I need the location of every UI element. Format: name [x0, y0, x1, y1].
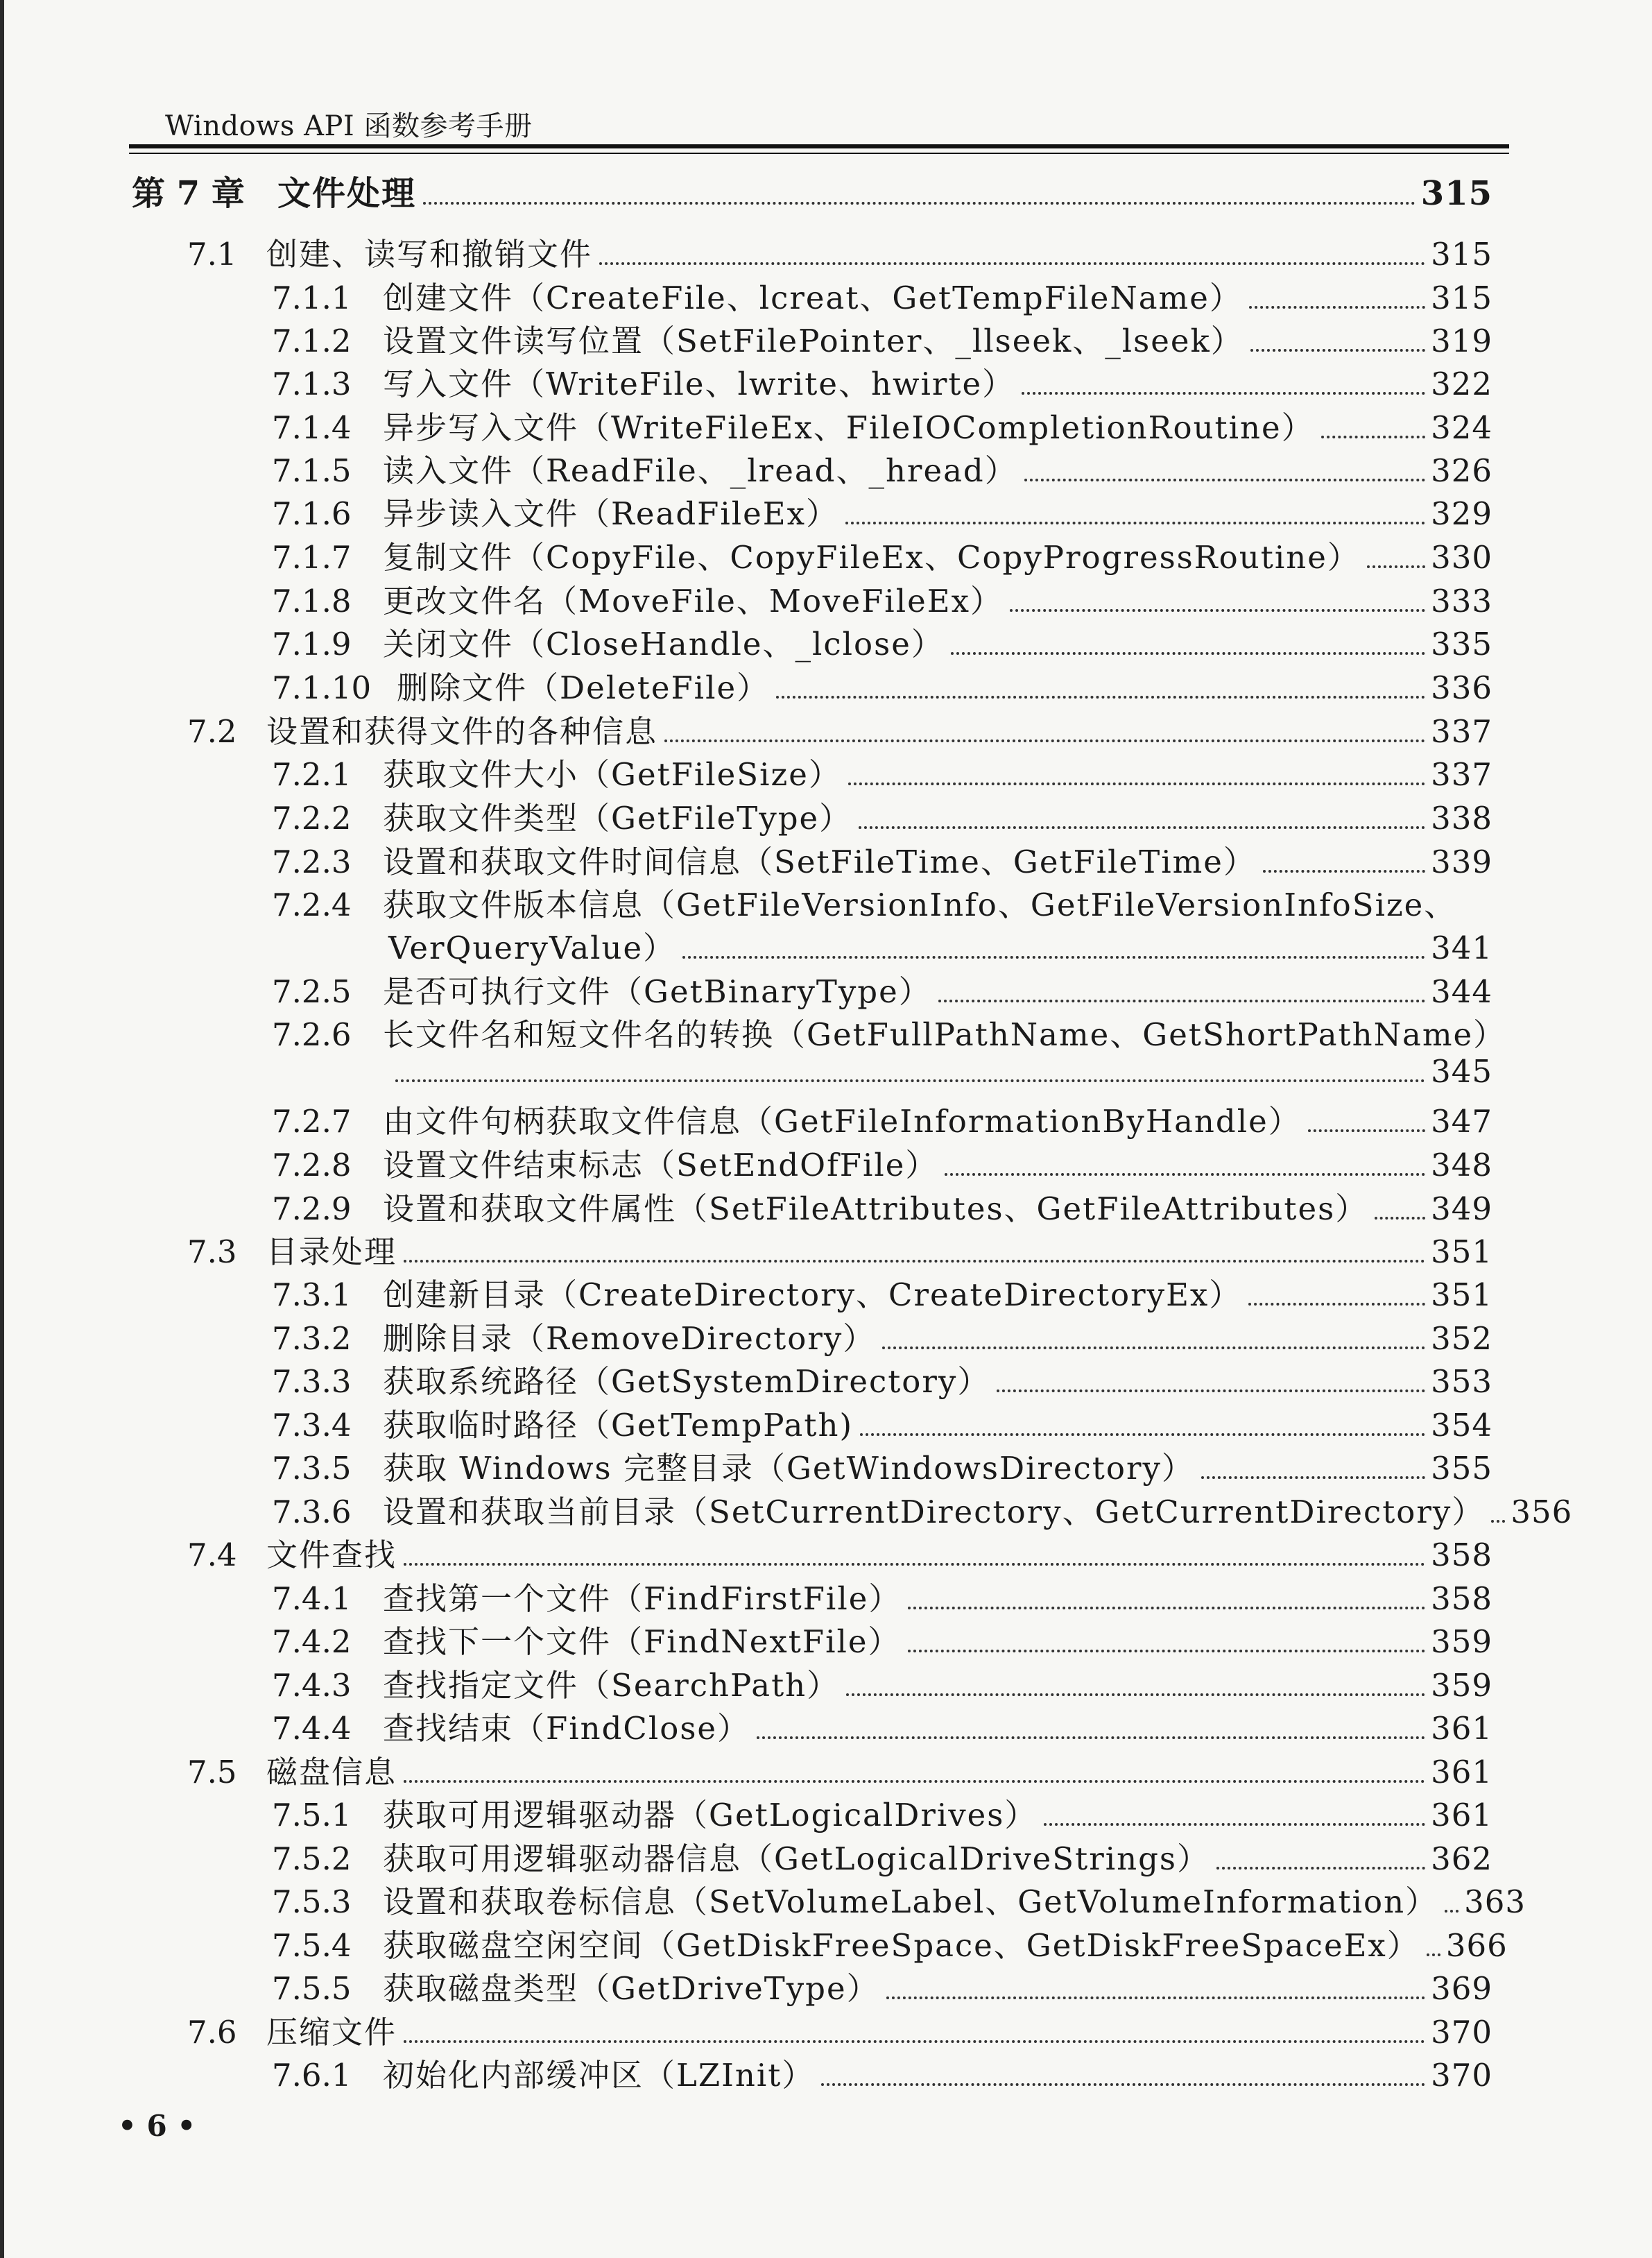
toc-entry-title: 删除目录（RemoveDirectory） [383, 1320, 876, 1357]
toc-entry-page: 329 [1431, 495, 1492, 532]
toc-entry-title: 获取可用逻辑驱动器（GetLogicalDrives） [383, 1797, 1038, 1833]
toc-entry[interactable] [272, 1963, 1492, 2008]
toc-entry-number: 7.2.7 [272, 1103, 352, 1140]
toc-entry-number: 7.2.6 [272, 1016, 352, 1053]
toc-entry-page: 344 [1431, 973, 1492, 1010]
toc-entry[interactable] [388, 1053, 1492, 1090]
toc-entry-title: 设置和获取文件属性（SetFileAttributes、GetFileAttributes） [383, 1190, 1368, 1227]
toc-entry-page: 339 [1431, 844, 1492, 880]
dot-leader [1491, 1519, 1505, 1523]
running-header: Windows API 函数参考手册 [165, 110, 533, 142]
toc-entry-page: 355 [1431, 1450, 1492, 1487]
toc-entry-title: 设置文件读写位置（SetFilePointer、_llseek、_lseek） [383, 323, 1244, 359]
toc-entry-number: 7.1.4 [272, 409, 352, 446]
toc-entry-title: 查找指定文件（SearchPath） [383, 1667, 840, 1704]
toc-entry-page: 358 [1431, 1580, 1492, 1617]
toc-entry[interactable] [272, 1573, 1492, 1618]
toc-entry [272, 1009, 1506, 1054]
toc-entry-number: 7.1.3 [272, 366, 352, 402]
dot-leader [846, 1693, 1425, 1696]
toc-entry-page: 315 [1431, 236, 1492, 273]
toc-entry-number: 7.2.9 [272, 1190, 352, 1227]
dot-leader [1201, 1476, 1425, 1479]
toc-entry[interactable] [272, 837, 1492, 882]
toc-entry-title: 是否可执行文件（GetBinaryType） [383, 973, 931, 1010]
dot-leader [821, 2082, 1425, 2086]
toc-entry-page: 337 [1431, 756, 1492, 793]
toc-entry-title: 文件查找 [266, 1537, 397, 1573]
dot-leader [404, 1259, 1425, 1263]
toc-entry-page: 361 [1431, 1710, 1492, 1747]
toc-entry-page: 356 [1511, 1494, 1573, 1530]
toc-entry-number: 7.3.5 [272, 1450, 352, 1487]
toc-entry-title: 设置文件结束标志（SetEndOfFile） [383, 1147, 938, 1183]
toc-entry-number: 7.1.9 [272, 626, 352, 662]
dot-leader [1308, 1129, 1425, 1132]
toc-entry[interactable] [272, 316, 1492, 361]
toc-entry-number: 7.4.3 [272, 1667, 352, 1704]
dot-leader [860, 1432, 1425, 1436]
toc-entry-title: 获取临时路径（GetTempPath) [383, 1407, 853, 1444]
toc-entry-title: 压缩文件 [266, 2014, 397, 2051]
toc-entry-page: 370 [1431, 2014, 1492, 2051]
toc-entry-number: 7.2.4 [272, 887, 352, 923]
toc-section[interactable] [187, 229, 1492, 274]
dot-leader [997, 1389, 1425, 1392]
toc-entry-page: 361 [1431, 1797, 1492, 1833]
dot-leader [908, 1649, 1426, 1652]
toc-entry-page: 351 [1431, 1276, 1492, 1313]
toc-entry[interactable] [272, 532, 1492, 577]
dot-leader [886, 1996, 1426, 1999]
toc-entry-page: 353 [1431, 1363, 1492, 1400]
toc-entry[interactable] [272, 793, 1492, 838]
toc-entry[interactable] [272, 488, 1492, 533]
toc-entry-title: 查找结束（FindClose） [383, 1710, 750, 1747]
toc-entry-page: 370 [1431, 2057, 1492, 2094]
toc-entry-number: 7.6 [187, 2014, 237, 2051]
toc-entry-page: 333 [1431, 583, 1492, 619]
toc-entry-number: 7.2.3 [272, 844, 352, 880]
dot-leader [1044, 1822, 1425, 1826]
toc-entry[interactable] [272, 662, 1492, 708]
toc-entry-number: 7.2.2 [272, 800, 352, 837]
dot-leader [682, 955, 1425, 959]
toc-entry[interactable] [272, 445, 1492, 490]
toc-entry[interactable] [272, 966, 1492, 1011]
toc-entry-number: 7.6.1 [272, 2057, 352, 2094]
toc-entry-title: 创建文件（CreateFile、lcreat、GetTempFileName） [383, 280, 1242, 316]
dot-leader [1248, 1302, 1425, 1306]
dot-leader [1249, 305, 1425, 309]
toc-entry-number: 7.4.1 [272, 1580, 352, 1617]
dot-leader [1445, 1909, 1459, 1913]
dot-leader [1321, 435, 1425, 438]
toc-entry-number: 第 7 章 [132, 174, 245, 213]
toc-entry[interactable] [272, 1096, 1492, 1141]
toc-entry-title: 查找下一个文件（FindNextFile） [383, 1623, 901, 1660]
toc-entry-title: 删除文件（DeleteFile） [397, 669, 770, 706]
toc-entry-number: 7.2 [187, 713, 237, 750]
dot-leader [1250, 348, 1425, 352]
dot-leader [1427, 1953, 1440, 1956]
dot-leader [938, 999, 1425, 1002]
toc-section[interactable] [187, 1530, 1492, 1575]
dot-leader [664, 739, 1425, 742]
toc-entry-number: 7.5.4 [272, 1927, 352, 1964]
toc-entry-page: 366 [1445, 1927, 1508, 1964]
toc-entry-number: 7.4 [187, 1537, 237, 1573]
toc-entry-page: 359 [1431, 1623, 1492, 1660]
toc-entry-title: 获取可用逻辑驱动器信息（GetLogicalDriveStrings） [383, 1840, 1210, 1877]
toc-section[interactable] [187, 1747, 1492, 1792]
dot-leader [423, 201, 1416, 205]
toc-entry-title: 长文件名和短文件名的转换（GetFullPathName、GetShortPathName） [383, 1016, 1506, 1053]
toc-entry-page: 338 [1431, 800, 1492, 837]
toc-entry[interactable] [272, 1356, 1492, 1401]
toc-entry[interactable] [272, 273, 1492, 318]
toc-entry[interactable] [272, 359, 1492, 404]
toc-entry-page: 326 [1431, 452, 1492, 489]
toc-entry-page: 315 [1431, 280, 1492, 316]
toc-entry-page: 358 [1431, 1537, 1492, 1573]
toc-entry[interactable] [272, 1269, 1492, 1315]
toc-entry-number: 7.5.5 [272, 1970, 352, 2007]
dot-leader [404, 1779, 1425, 1783]
dot-leader [599, 262, 1425, 265]
toc-entry[interactable] [272, 1703, 1492, 1748]
toc-entry[interactable] [272, 1443, 1492, 1488]
toc-entry-number: 7.3.1 [272, 1276, 352, 1313]
dot-leader [848, 782, 1425, 785]
toc-entry-number: 7.3.3 [272, 1363, 352, 1400]
toc-entry-number: 7.5.2 [272, 1840, 352, 1877]
toc-entry-page: 337 [1431, 713, 1492, 750]
toc-entry[interactable] [272, 576, 1492, 621]
toc-entry-number: 7.1.1 [272, 280, 352, 316]
toc-entry-page: 341 [1431, 930, 1492, 966]
dot-leader [1022, 391, 1425, 395]
dot-leader [404, 1562, 1425, 1566]
toc-entry[interactable] [388, 923, 1492, 968]
toc-entry-page: 335 [1431, 626, 1492, 662]
toc-entry-title: 获取文件版本信息（GetFileVersionInfo、GetFileVersionInfoSize、 [383, 887, 1457, 923]
toc-entry-title: 磁盘信息 [266, 1754, 397, 1790]
toc-entry-number: 7.3.6 [272, 1494, 352, 1530]
toc-entry-page: 352 [1431, 1320, 1492, 1357]
toc-entry[interactable] [272, 402, 1492, 447]
toc-entry-title: VerQueryValue） [388, 930, 676, 966]
toc-entry-number: 7.3.2 [272, 1320, 352, 1357]
toc-entry-number: 7.1 [187, 236, 237, 273]
toc-section[interactable] [187, 706, 1492, 751]
toc-entry-title: 异步读入文件（ReadFileEx） [383, 495, 839, 532]
toc-entry-number: 7.5 [187, 1754, 237, 1790]
toc-entry-page: 369 [1431, 1970, 1492, 2007]
toc-entry-title: 写入文件（WriteFile、lwrite、hwirte） [383, 366, 1015, 402]
toc-entry[interactable] [272, 2050, 1492, 2095]
toc-entry-number: 7.2.8 [272, 1147, 352, 1183]
dot-leader [776, 695, 1425, 699]
toc-entry-number: 7.5.1 [272, 1797, 352, 1833]
toc-entry-title: 由文件句柄获取文件信息（GetFileInformationByHandle） [383, 1103, 1301, 1140]
toc-entry-number: 7.2.5 [272, 973, 352, 1010]
toc-entry[interactable] [272, 1920, 1508, 1965]
dot-leader [1263, 869, 1425, 873]
dot-leader [1375, 1216, 1425, 1220]
toc-entry-title: 创建新目录（CreateDirectory、CreateDirectoryEx） [383, 1276, 1242, 1313]
toc-entry-page: 347 [1431, 1103, 1492, 1140]
toc-entry-number: 7.3.4 [272, 1407, 352, 1444]
dot-leader [1024, 478, 1425, 481]
toc-entry-page: 349 [1431, 1190, 1492, 1227]
toc-entry[interactable] [272, 749, 1492, 794]
toc-entry-title: 复制文件（CopyFile、CopyFileEx、CopyProgressRoutine） [383, 539, 1360, 576]
toc-entry-title: 设置和获得文件的各种信息 [266, 713, 658, 750]
dot-leader [859, 826, 1425, 829]
toc-entry-number: 7.1.7 [272, 539, 352, 576]
toc-entry-page: 361 [1431, 1754, 1492, 1790]
toc-entry-page: 362 [1431, 1840, 1492, 1877]
toc-entry-title: 设置和获取文件时间信息（SetFileTime、GetFileTime） [383, 844, 1256, 880]
toc-entry-page: 330 [1431, 539, 1492, 576]
toc-entry-title: 获取磁盘空闲空间（GetDiskFreeSpace、GetDiskFreeSpaceEx） [383, 1927, 1420, 1964]
toc-section[interactable] [187, 2007, 1492, 2052]
toc-entry-page: 319 [1431, 323, 1492, 359]
toc-chapter[interactable] [132, 166, 1492, 214]
toc-entry-title: 获取文件类型（GetFileType） [383, 800, 852, 837]
toc-entry-page: 359 [1431, 1667, 1492, 1704]
toc-entry[interactable] [272, 1400, 1492, 1445]
toc-entry-page: 336 [1431, 669, 1492, 706]
toc-entry-title: 文件处理 [277, 174, 417, 213]
toc-entry [272, 880, 1456, 925]
dot-leader [945, 1172, 1425, 1176]
toc-entry-page: 348 [1431, 1147, 1492, 1183]
toc-entry-number: 7.1.2 [272, 323, 352, 359]
toc-entry[interactable] [272, 1876, 1526, 1922]
dot-leader [404, 2039, 1425, 2043]
toc-entry-title: 目录处理 [266, 1233, 397, 1270]
toc-entry-title: 异步写入文件（WriteFileEx、FileIOCompletionRoutine） [383, 409, 1314, 446]
toc-entry-title: 读入文件（ReadFile、_lread、_hread） [383, 452, 1017, 489]
toc-entry-title: 设置和获取当前目录（SetCurrentDirectory、GetCurrentDirectory） [383, 1494, 1485, 1530]
dot-leader [908, 1606, 1425, 1609]
dot-leader [951, 651, 1425, 655]
toc-entry-number: 7.1.6 [272, 495, 352, 532]
toc-entry-number: 7.4.2 [272, 1623, 352, 1660]
toc-entry-number: 7.1.10 [272, 669, 372, 706]
toc-entry-title: 获取文件大小（GetFileSize） [383, 756, 841, 793]
toc-entry-page: 315 [1420, 174, 1492, 213]
toc-entry[interactable] [272, 1487, 1573, 1532]
toc-section[interactable] [187, 1226, 1492, 1272]
toc-entry[interactable] [272, 1833, 1492, 1879]
toc-entry[interactable] [272, 1140, 1492, 1185]
toc-entry-title: 更改文件名（MoveFile、MoveFileEx） [383, 583, 1003, 619]
toc-entry-title: 创建、读写和撤销文件 [266, 236, 593, 273]
toc-entry-title: 获取系统路径（GetSystemDirectory） [383, 1363, 990, 1400]
dot-leader [395, 1079, 1425, 1082]
dot-leader [882, 1346, 1425, 1349]
toc-entry-title: 获取磁盘类型（GetDriveType） [383, 1970, 879, 2007]
toc-entry-title: 初始化内部缓冲区（LZInit） [383, 2057, 815, 2094]
toc-entry[interactable] [272, 1313, 1492, 1358]
toc-entry-title: 获取 Windows 完整目录（GetWindowsDirectory） [383, 1450, 1194, 1487]
toc-entry-page: 322 [1431, 366, 1492, 402]
toc-entry-number: 7.1.8 [272, 583, 352, 619]
toc-entry-page: 324 [1431, 409, 1492, 446]
toc-entry-page: 354 [1431, 1407, 1492, 1444]
toc-entry[interactable] [272, 1660, 1492, 1705]
toc-entry[interactable] [272, 1790, 1492, 1835]
dot-leader [1367, 565, 1425, 568]
toc-entry-number: 7.3 [187, 1233, 237, 1270]
toc-entry-title: 关闭文件（CloseHandle、_lclose） [383, 626, 944, 662]
toc-entry-page: 345 [1431, 1053, 1492, 1090]
dot-leader [845, 521, 1425, 524]
dot-leader [757, 1736, 1425, 1739]
toc-entry[interactable] [272, 1616, 1492, 1661]
toc-entry[interactable] [272, 1183, 1492, 1229]
toc-entry-page: 363 [1464, 1883, 1526, 1920]
toc-entry-page: 351 [1431, 1233, 1492, 1270]
toc-entry-title: 查找第一个文件（FindFirstFile） [383, 1580, 902, 1617]
toc-entry-number: 7.5.3 [272, 1883, 352, 1920]
toc-entry-number: 7.1.5 [272, 452, 352, 489]
toc-entry-number: 7.2.1 [272, 756, 352, 793]
dot-leader [1010, 608, 1425, 612]
dot-leader [1216, 1866, 1425, 1870]
toc-entry-title: 设置和获取卷标信息（SetVolumeLabel、GetVolumeInformation） [383, 1883, 1438, 1920]
toc-entry-number: 7.4.4 [272, 1710, 352, 1747]
toc-entry[interactable] [272, 619, 1492, 664]
page-number: • 6 • [118, 2109, 196, 2143]
